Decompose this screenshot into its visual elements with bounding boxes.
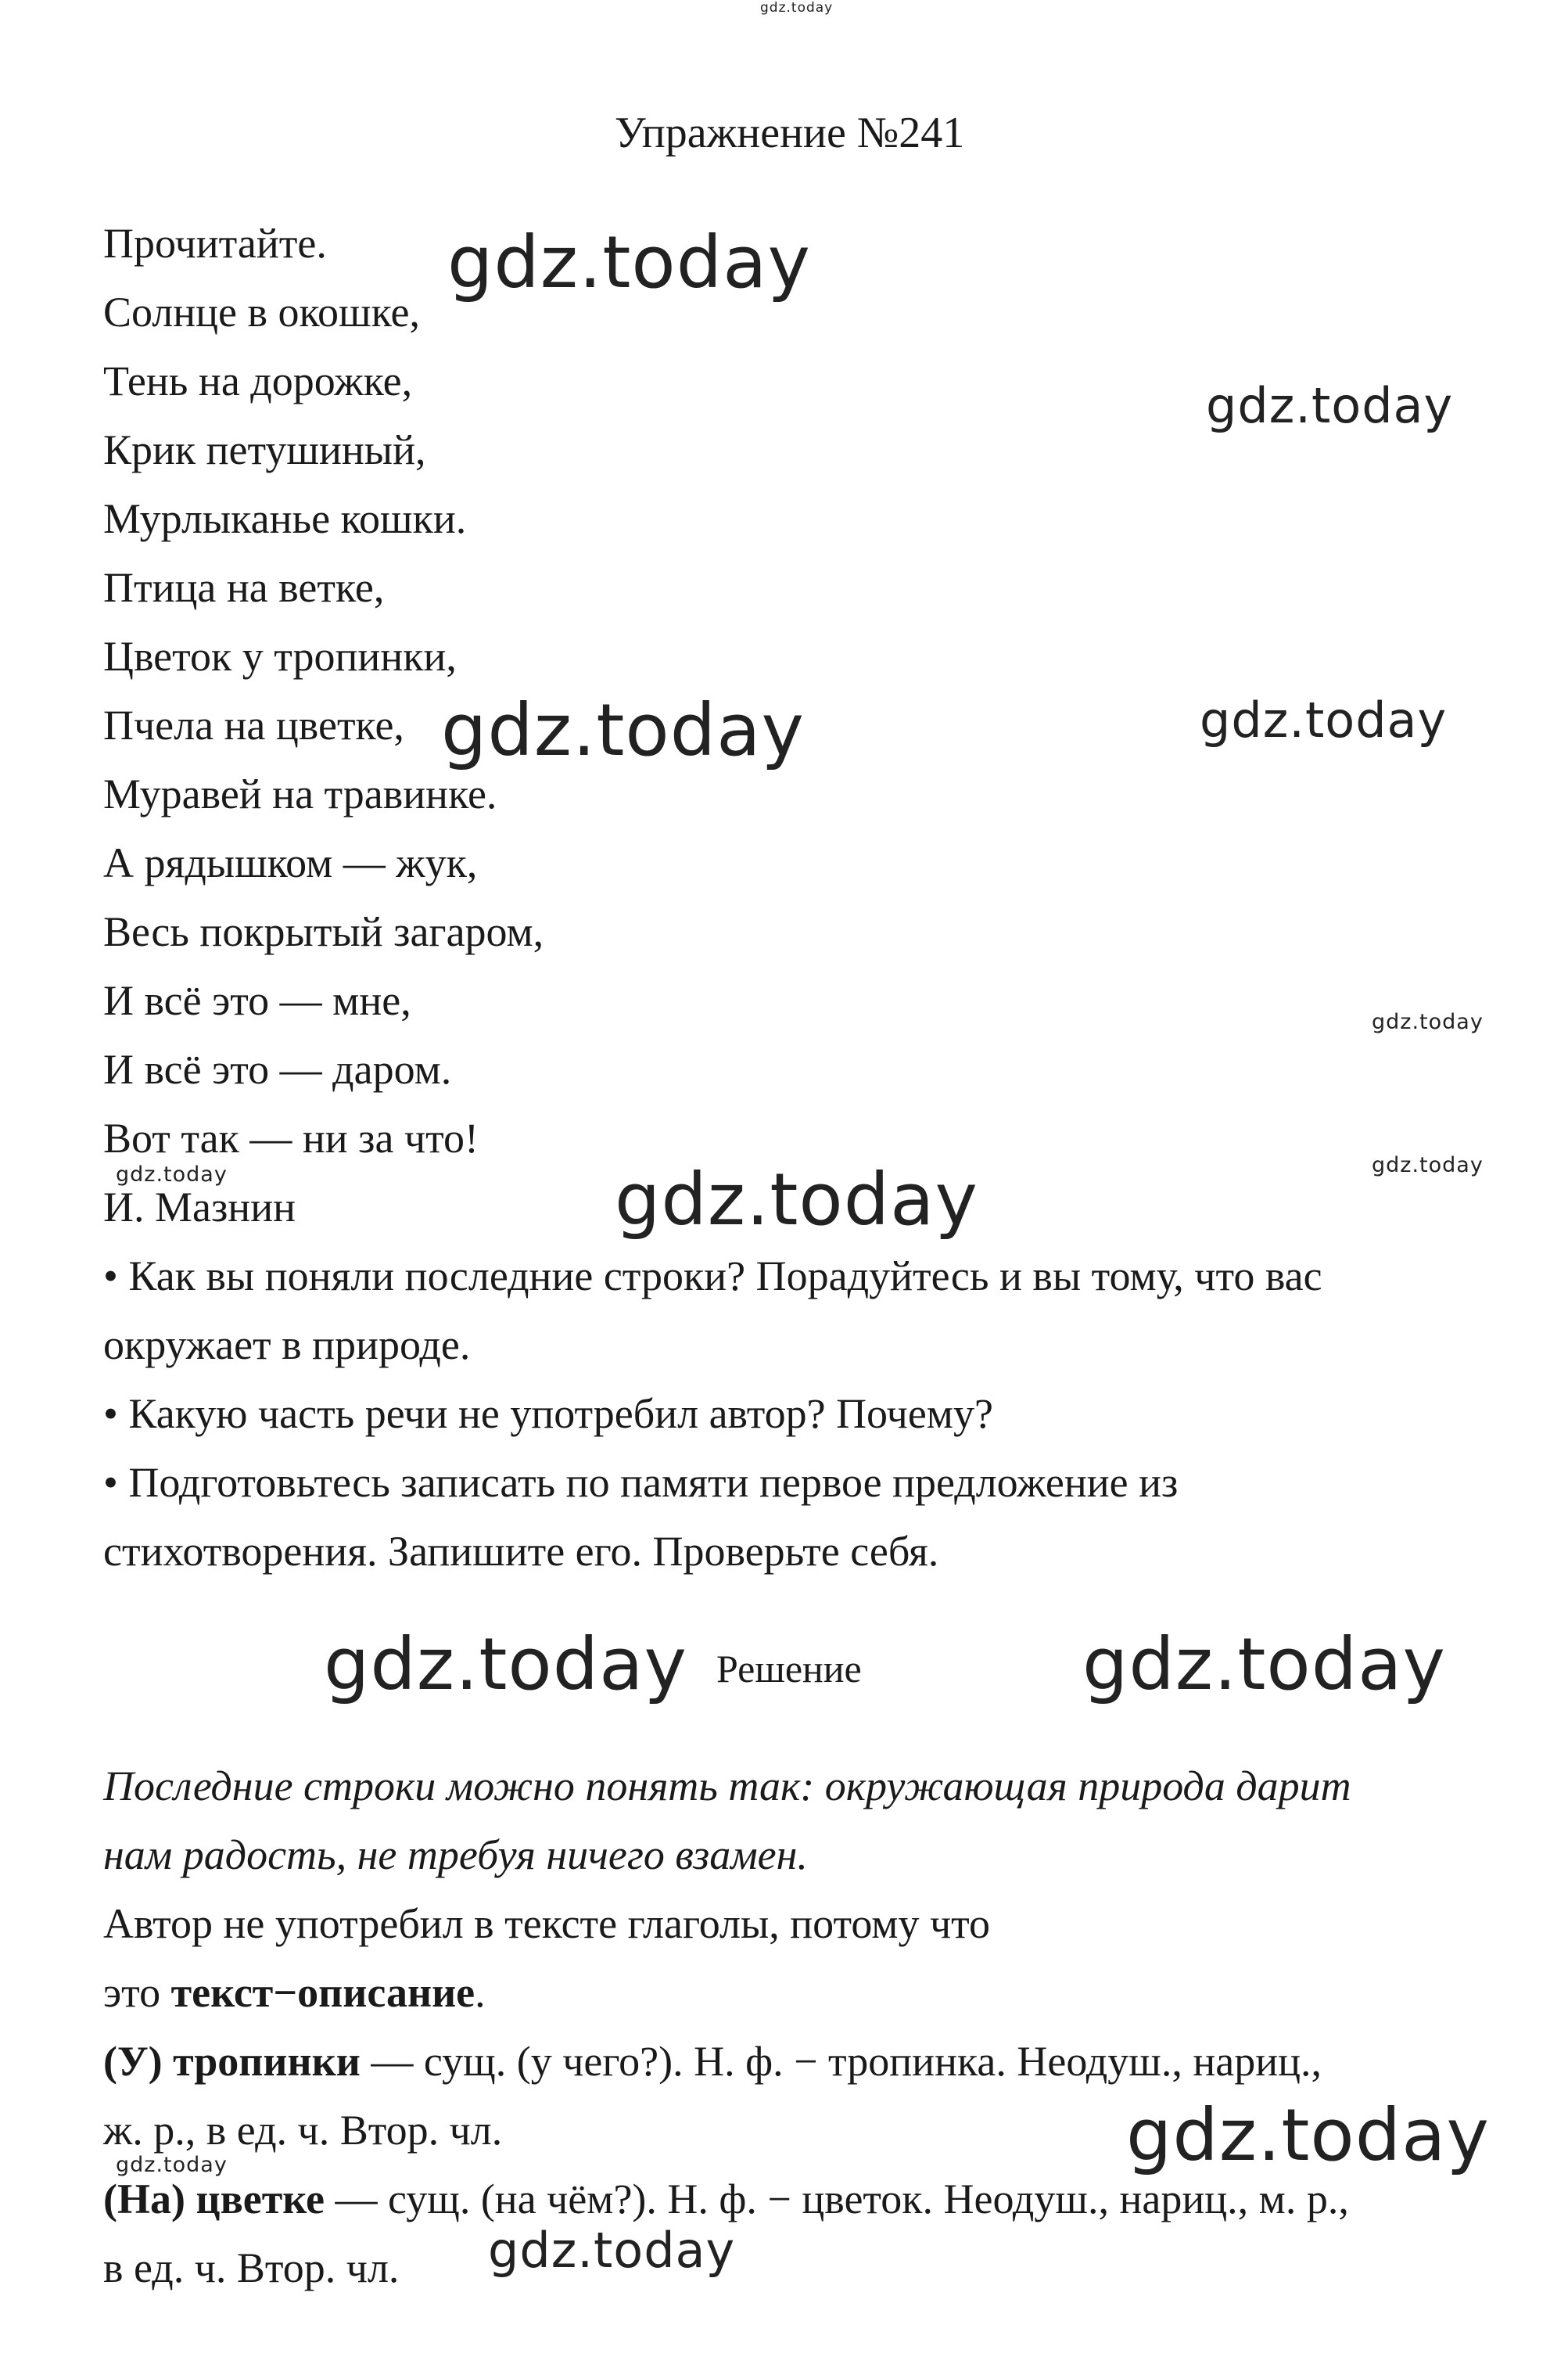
exercise-instruction: Прочитайте. — [103, 220, 327, 267]
analysis-text: — сущ. (на чём?). Н. ф. − цветок. Неодуш., нариц., м. р., — [324, 2176, 1349, 2222]
word-analysis-entry — [103, 2038, 1322, 2085]
word-analysis-cont: ж. р., в ед. ч. Втор. чл. — [103, 2107, 503, 2154]
poem-author: И. Мазнин — [103, 1184, 296, 1231]
watermark: gdz.today — [116, 2153, 228, 2177]
watermark: gdz.today — [1126, 2093, 1490, 2177]
analyzed-word: (На) цветке — [103, 2176, 325, 2222]
poem-line: И всё это — даром. — [103, 1046, 452, 1093]
watermark: gdz.today — [1082, 1622, 1446, 1706]
watermark: gdz.today — [1206, 377, 1454, 434]
watermark: gdz.today — [1372, 1153, 1484, 1177]
question-line: • Подготовьтесь записать по памяти первое предложение из — [103, 1459, 1179, 1506]
analyzed-word: (У) тропинки — [103, 2038, 361, 2085]
question-line: окружает в природе. — [103, 1321, 471, 1368]
poem-line: И всё это — мне, — [103, 977, 411, 1024]
question-line: • Какую часть речи не употребил автор? Почему? — [103, 1390, 993, 1437]
text-type-term: текст−описание — [170, 1969, 475, 2016]
poem-line: Пчела на цветке, — [103, 702, 404, 749]
solution-heading: Решение — [716, 1647, 862, 1691]
poem-line: Мурлыканье кошки. — [103, 495, 467, 542]
poem-line: Муравей на травинке. — [103, 771, 497, 817]
analysis-text: — сущ. (у чего?). Н. ф. − тропинка. Неодуш., нариц., — [360, 2038, 1322, 2085]
word-analysis-cont: в ед. ч. Втор. чл. — [103, 2244, 400, 2291]
solution-line — [103, 1971, 486, 2014]
word-analysis-entry — [103, 2178, 1349, 2220]
watermark: gdz.today — [1372, 1010, 1484, 1034]
watermark: gdz.today — [447, 221, 811, 304]
poem-line: А рядышком — жук, — [103, 839, 478, 886]
watermark: gdz.today — [1200, 692, 1448, 749]
watermark: gdz.today — [760, 0, 834, 16]
solution-italic-line: Последние строки можно понять так: окружающая природа дарит — [103, 1762, 1351, 1809]
poem-line: Тень на дорожке, — [103, 358, 413, 404]
text-segment: . — [475, 1969, 486, 2016]
watermark: gdz.today — [324, 1622, 687, 1706]
page-title: Упражнение №241 — [615, 109, 965, 157]
solution-line: Автор не употребил в тексте глаголы, потому что — [103, 1900, 991, 1947]
text-segment: это — [103, 1969, 171, 2016]
poem-line: Цветок у тропинки, — [103, 633, 457, 680]
watermark: gdz.today — [488, 2222, 736, 2279]
solution-italic-line: нам радость, не требуя ничего взамен. — [103, 1831, 808, 1878]
poem-line: Крик петушиный, — [103, 426, 426, 473]
watermark: gdz.today — [615, 1158, 978, 1241]
question-line: стихотворения. Запишите его. Проверьте себя. — [103, 1528, 939, 1575]
watermark: gdz.today — [441, 688, 805, 772]
poem-line: Вот так — ни за что! — [103, 1115, 479, 1162]
poem-line: Птица на ветке, — [103, 564, 385, 611]
watermark: gdz.today — [116, 1162, 228, 1187]
poem-line: Солнце в окошке, — [103, 289, 420, 336]
poem-line: Весь покрытый загаром, — [103, 908, 544, 955]
question-line: • Как вы поняли последние строки? Порадуйтесь и вы тому, что вас — [103, 1252, 1322, 1299]
